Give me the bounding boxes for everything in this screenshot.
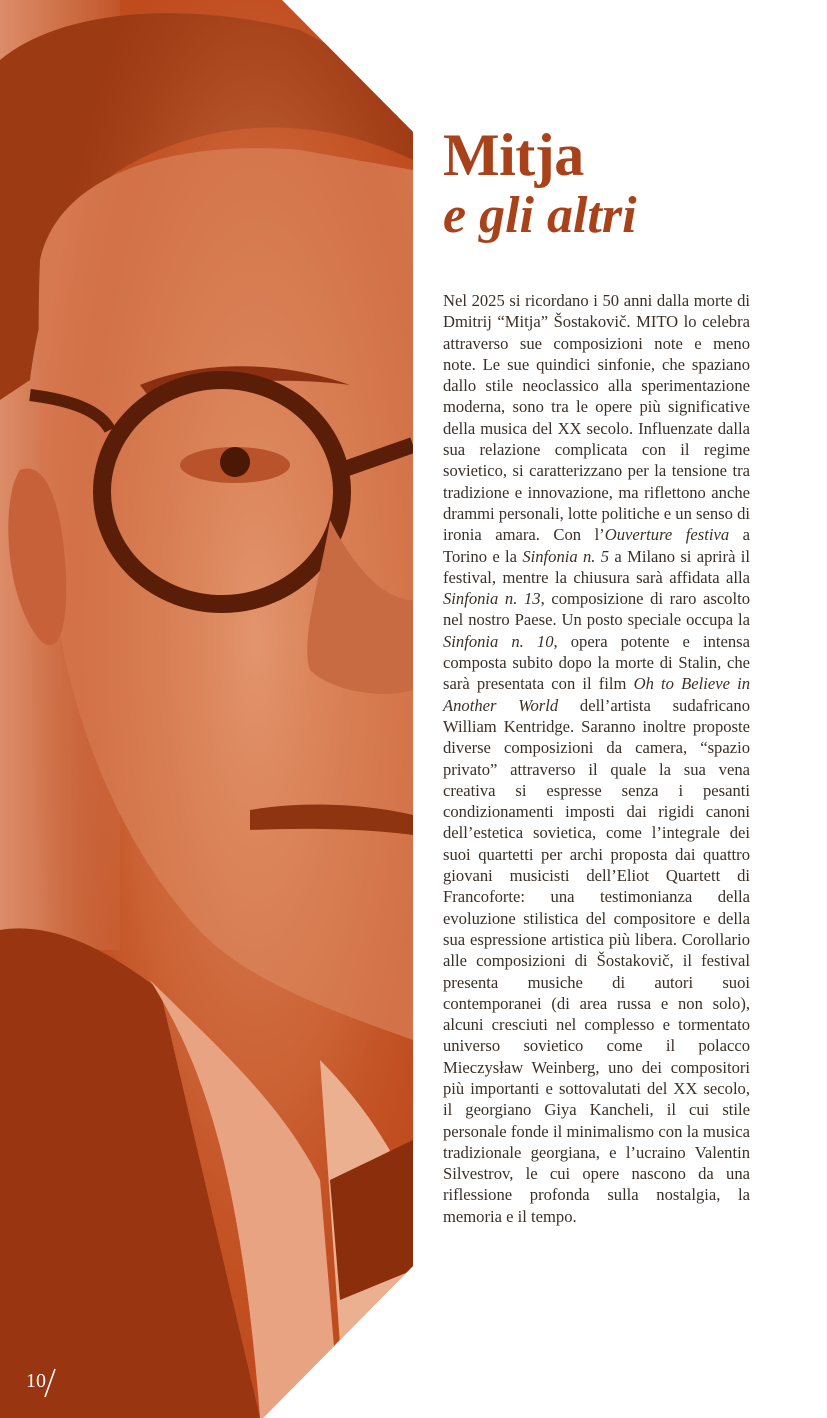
work-title: Sinfonia n. 13: [443, 589, 541, 609]
page-number: 10: [26, 1370, 46, 1392]
slash-mark: [44, 1368, 56, 1398]
page-title: Mitja: [443, 122, 584, 188]
body-paragraph: [443, 290, 750, 1227]
text-run: a Torino e la: [443, 525, 750, 566]
text-run: , composizione di raro ascolto nel nostro Paese. Un posto speciale occupa la: [443, 589, 750, 630]
page-subtitle: e gli altri: [443, 187, 637, 244]
work-title: Sinfonia n. 10: [443, 631, 554, 651]
work-title: Ouverture festiva: [604, 525, 730, 545]
text-run: Nel 2025 si ricordano i 50 anni dalla morte di Dmitrij “Mitja” Šostakovič. MITO lo celebra attraverso sue composizioni note e meno note. Le sue quindici sinfonie, che spaziano dallo stile neoclassico alla sperimentazione moderna, sono tra le opere più significative della musica del XX secolo. Influenzate dalla sua relazione complicata con il regime sovietico, si caratterizzano per la tensione tra tradizione e innovazione, ma riflettono anche drammi personali, lotte politiche e un senso di ironia amara. Con l’: [443, 291, 750, 545]
text-run: a Milano si aprirà il festival, mentre la chiusura sarà affidata alla: [443, 546, 750, 587]
title-block: [443, 122, 783, 244]
text-run: , opera potente e intensa composta subito dopo la morte di Stalin, che sarà presentata con il film: [443, 631, 750, 694]
text-run: dell’artista sudafricano William Kentridge. Saranno inoltre proposte diverse composizioni da camera, “spazio privato” attraverso il quale la sua vena creativa si espresse senza i pesanti condizionamenti imposti dai rigidi canoni dell’estetica sovietica, come l’integrale dei suoi quartetti per archi proposta dai quattro giovani musicisti dell’Eliot Quartett di Francoforte: una testimonianza della evoluzione stilistica del compositore e della sua espressione artistica più libera. Corollario alle composizioni di Šostakovič, il festival presenta musiche di autori suoi contemporanei (di area russa e non solo), alcuni cresciuti nel complesso e tormentato universo sovietico come il polacco Mieczysław Weinberg, uno dei compositori più importanti e sottovalutati del XX secolo, il georgiano Giya Kancheli, il cui stile personale fonde il minimalismo con la musica tradizionale georgiana, e l’ucraino Valentin Silvestrov, le cui opere nascono da una riflessione profonda sulla nostalgia, la memoria e il tempo.: [443, 695, 751, 1226]
work-title: Sinfonia n. 5: [522, 546, 610, 566]
film-title: Oh to Believe in Another World: [443, 674, 750, 715]
